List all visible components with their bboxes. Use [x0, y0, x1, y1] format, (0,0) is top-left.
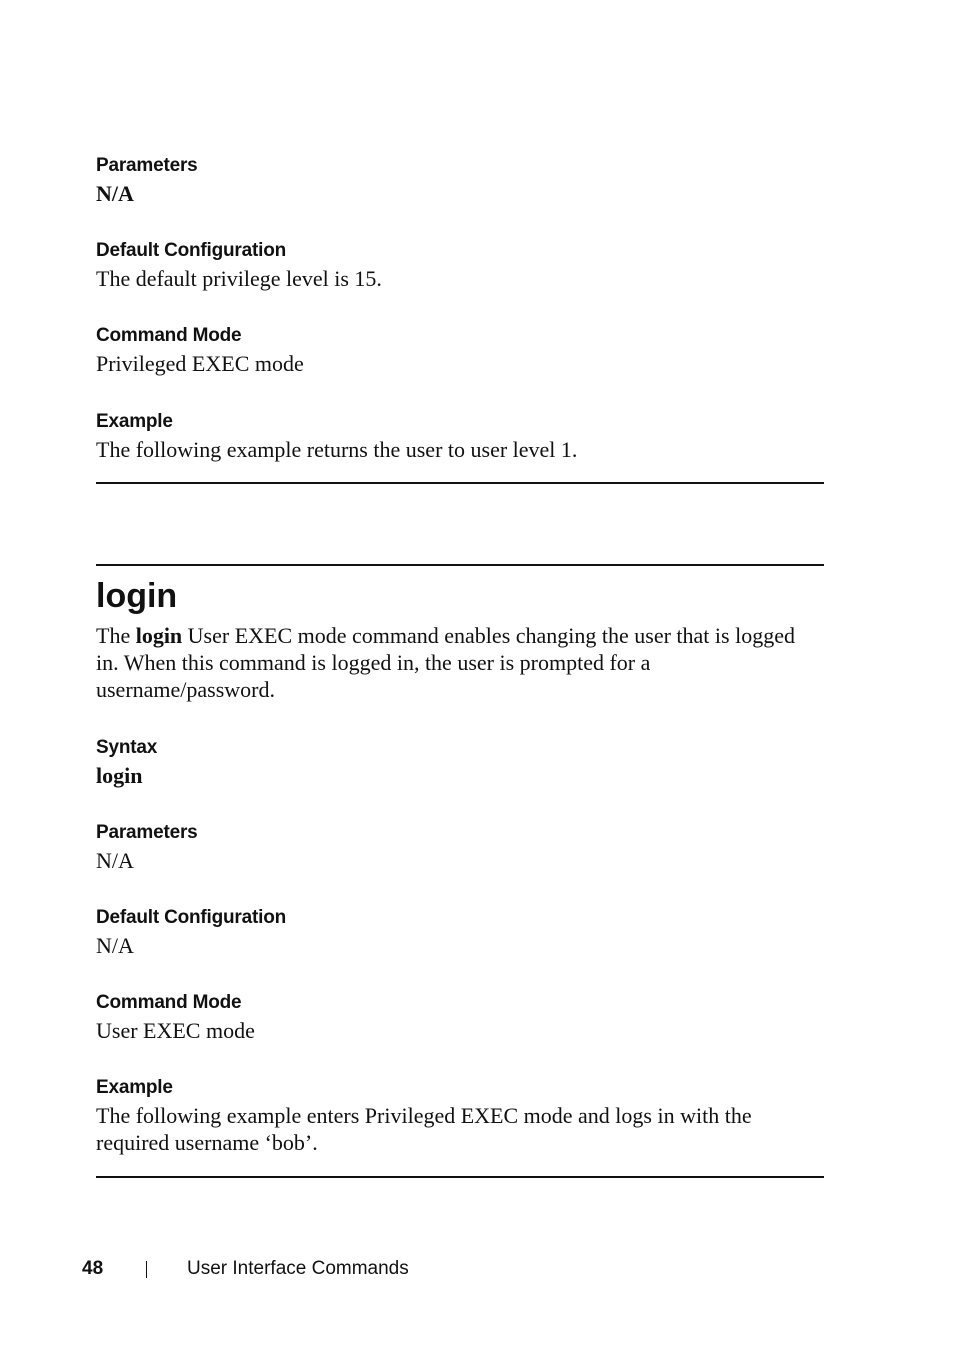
- login-command-mode-heading: Command Mode: [96, 992, 242, 1013]
- login-example-text: The following example enters Privileged EXEC mode and logs in with the required username ‘bob’.: [96, 1103, 752, 1155]
- page-number: 48: [82, 1258, 104, 1279]
- command-mode-text: Privileged EXEC mode: [96, 351, 304, 376]
- example-text: The following example returns the user to user level 1.: [96, 437, 578, 462]
- page-title: login: [96, 577, 178, 615]
- login-example-heading: Example: [96, 1077, 173, 1098]
- login-parameters-text: N/A: [96, 848, 134, 873]
- section-end-divider-2: [96, 1176, 824, 1178]
- footer-separator: [146, 1261, 147, 1278]
- default-configuration-heading: Default Configuration: [96, 240, 287, 261]
- syntax-text: login: [96, 763, 143, 788]
- section-start-divider: [96, 564, 824, 566]
- parameters-value: N/A: [96, 181, 134, 206]
- command-mode-heading: Command Mode: [96, 325, 242, 346]
- login-command-mode-text: User EXEC mode: [96, 1018, 255, 1043]
- footer-chapter-title: User Interface Commands: [187, 1258, 409, 1279]
- description-prefix: The: [96, 623, 136, 648]
- command-description: [96, 622, 796, 703]
- description-command: login: [135, 623, 183, 648]
- parameters-heading: Parameters: [96, 155, 198, 176]
- default-configuration-text: The default privilege level is 15.: [96, 266, 382, 291]
- login-default-configuration-text: N/A: [96, 933, 134, 958]
- section-end-divider: [96, 482, 824, 484]
- login-parameters-heading: Parameters: [96, 822, 198, 843]
- description-suffix: User EXEC mode command enables changing the user that is logged in. When this command is logged in, the user is prompted for a username/password.: [96, 623, 795, 702]
- example-heading: Example: [96, 411, 173, 432]
- syntax-heading: Syntax: [96, 737, 158, 758]
- login-default-configuration-heading: Default Configuration: [96, 907, 287, 928]
